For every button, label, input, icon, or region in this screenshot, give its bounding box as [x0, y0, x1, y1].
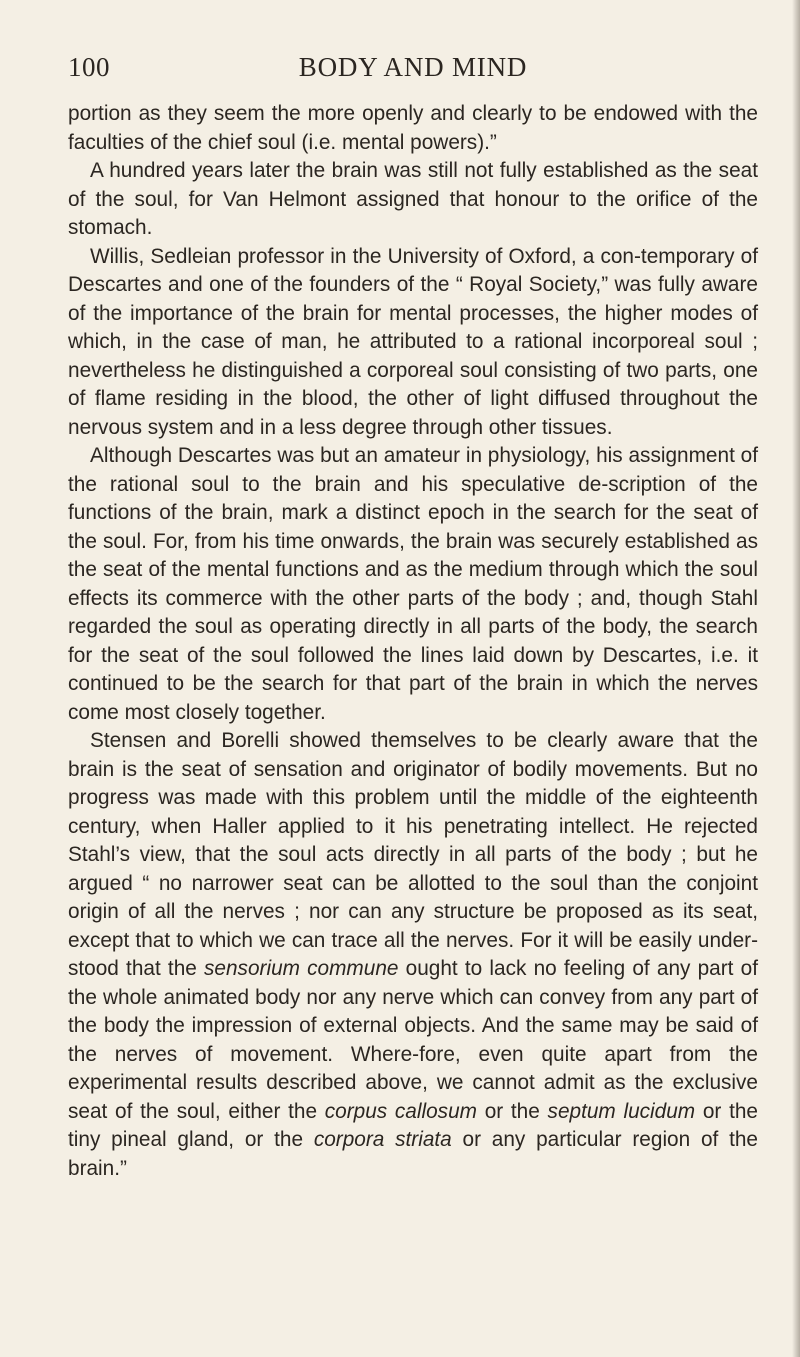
italic-term: corpora striata [313, 1128, 452, 1151]
text-run: ought to lack no feeling of any part of the whole animated body nor any nerve which can convey from any part of the body the impression of external objects. And the same may be said of the nerves of movement. Where-fore, even quite apart from the experimental results described above, we cannot admit as the exclusive seat of the soul, either the [68, 957, 758, 1123]
page-number: 100 [68, 52, 110, 82]
italic-term: septum lucidum [547, 1099, 696, 1123]
text-run: A hundred years later the brain was still not fully established as the seat of the soul, for Van Helmont assigned that honour to the orifice of the stomach. [68, 159, 758, 239]
text-run: or the [476, 1099, 548, 1123]
running-title: BODY AND MIND [298, 52, 528, 82]
paragraph [68, 157, 758, 243]
paragraph [68, 100, 758, 157]
paragraph [68, 727, 758, 1183]
page-header [68, 52, 758, 92]
page-edge-shadow [792, 0, 800, 1357]
body-text [68, 100, 758, 1183]
text-run: Willis, Sedleian professor in the University of Oxford, a con-temporary of Descartes and one of the founders of the “ Royal Society,” was fully aware of the importance of the brain for mental processes, the higher modes of which, in the case of man, he attributed to a rational incorporeal soul ; nevertheless he distinguished a corporeal soul consisting of two parts, one of flame residing in the blood, the other of light diffused throughout the nervous system and in a less degree through other tissues. [68, 244, 758, 439]
italic-term: corpus callosum [324, 1099, 477, 1123]
text-run: or any particular region of the brain.” [68, 1128, 758, 1180]
paragraph [68, 243, 758, 443]
text-run: portion as they seem the more openly and clearly to be endowed with the faculties of the chief soul (i.e. mental powers).” [68, 102, 758, 154]
text-run: Although Descartes was but an amateur in physiology, his assignment of the rational soul to the brain and his speculative de-scription of the functions of the brain, mark a distinct epoch in the search for the seat of the soul. For, from his time onwards, the brain was securely established as the seat of the mental functions and as the medium through which the soul effects its commerce with the other parts of the body ; and, though Stahl regarded the soul as operating directly in all parts of the body, the search for the seat of the soul followed the lines laid down by Descartes, i.e. it continued to be the search for that part of the brain in which the nerves come most closely together. [68, 444, 758, 724]
text-run: Stensen and Borelli showed themselves to be clearly aware that the brain is the seat of sensation and originator of bodily movements. But no progress was made with this problem until the middle of the eighteenth century, when Haller applied to it his penetrating intellect. He rejected Stahl’s view, that the soul acts directly in all parts of the body ; but he argued “ no narrower seat can be allotted to the soul than the conjoint origin of all the nerves ; nor can any structure be proposed as its seat, except that to which we can trace all the nerves. For it will be easily under-stood that the [68, 729, 758, 980]
text-run: or the tiny pineal gland, or the [68, 1099, 758, 1151]
italic-term: sensorium commune [204, 957, 399, 980]
paragraph [68, 442, 758, 727]
